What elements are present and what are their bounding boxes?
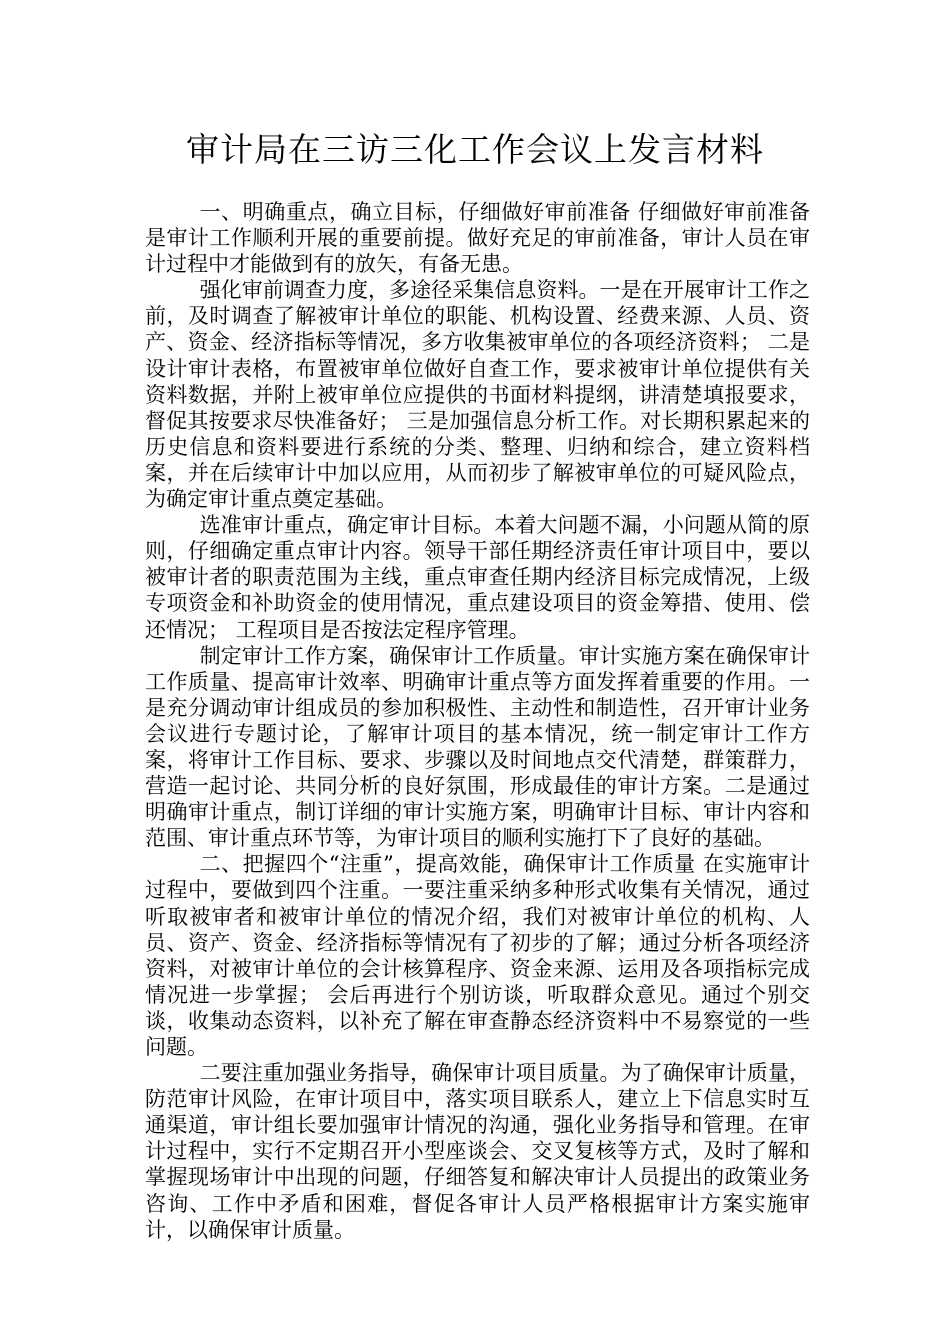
paragraph-business-guidance: 二要注重加强业务指导，确保审计项目质量。为了确保审计质量，防范审计风险，在审计项目中，落实项目联系人，建立上下信息实时互通渠道，审计组长要加强审计情况的沟通，强化业务指导和管理。在审计过程中，实行不定期召开小型座谈会、交叉复核等方式，及时了解和掌握现场审计中出现的问题，仔细答复和解决审计人员提出的政策业务咨询、工作中矛盾和困难，督促各审计人员严格根据审计方案实施审计，以确保审计质量。 [145, 1061, 810, 1242]
document-body [145, 199, 810, 1243]
document-title: 审计局在三访三化工作会议上发言材料 [186, 130, 764, 169]
paragraph-audit-focus: 选准审计重点，确定审计目标。本着大问题不漏，小问题从简的原则，仔细确定重点审计内容。领导干部任期经济责任审计项目中，要以被审计者的职责范围为主线，重点审查任期内经济目标完成情况，上级专项资金和补助资金的使用情况，重点建设项目的资金筹措、使用、偿还情况； 工程项目是否按法定程序管理。 [145, 513, 810, 642]
paragraph-pre-audit-survey: 强化审前调查力度，多途径采集信息资料。一是在开展审计工作之前，及时调查了解被审计单位的职能、机构设置、经费来源、人员、资产、资金、经济指标等情况，多方收集被审单位的各项经济资料； 二是设计审计表格，布置被审单位做好自查工作，要求被审计单位提供有关资料数据，并附上被审单位应提供的书面材料提纲，讲清楚填报要求，督促其按要求尽快准备好； 三是加强信息分析工作。对长期积累起来的历史信息和资料要进行系统的分类、整理、归纳和综合，建立资料档案，并在后续审计中加以应用，从而初步了解被审单位的可疑风险点，为确定审计重点奠定基础。 [145, 278, 810, 512]
paragraph-audit-plan: 制定审计工作方案，确保审计工作质量。审计实施方案在确保审计工作质量、提高审计效率、明确审计重点等方面发挥着重要的作用。一是充分调动审计组成员的参加积极性、主动性和制造性，召开审计业务会议进行专题讨论，了解审计项目的基本情况，统一制定审计工作方案，将审计工作目标、要求、步骤以及时间地点交代清楚，群策群力，营造一起讨论、共同分析的良好氛围，形成最佳的审计方案。二是通过明确审计重点，制订详细的审计实施方案，明确审计目标、审计内容和范围、审计重点环节等，为审计项目的顺利实施打下了良好的基础。 [145, 643, 810, 851]
paragraph-section-one-intro: 一、明确重点，确立目标，仔细做好审前准备 仔细做好审前准备是审计工作顺利开展的重要前提。做好充足的审前准备，审计人员在审计过程中才能做到有的放矢，有备无患。 [145, 200, 810, 277]
paragraph-section-two-intro: 二、把握四个“注重”，提高效能，确保审计工作质量 在实施审计过程中，要做到四个注重。一要注重采纳多种形式收集有关情况，通过听取被审者和被审计单位的情况介绍，我们对被审计单位的机构、人员、资产、资金、经济指标等情况有了初步的了解；通过分析各项经济资料，对被审计单位的会计核算程序、资金来源、运用及各项指标完成情况进一步掌握； 会后再进行个别访谈，听取群众意见。通过个别交谈，收集动态资料，以补充了解在审查静态经济资料中不易察觉的一些问题。 [145, 852, 810, 1059]
